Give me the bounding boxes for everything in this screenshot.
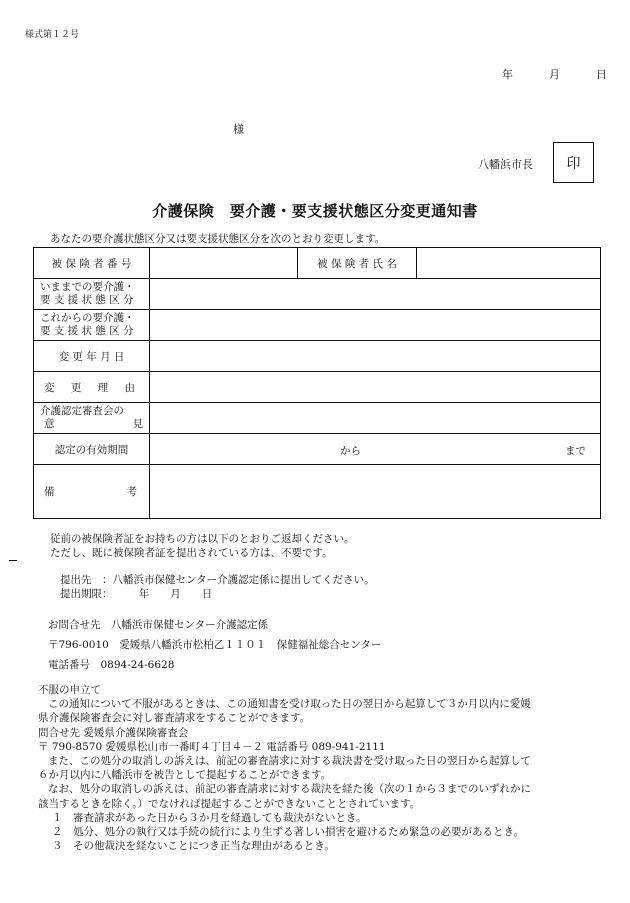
committee-opinion-char-1: 意	[44, 418, 55, 430]
change-date-value	[150, 341, 601, 372]
submit-destination: 提出先 ：八幡浜市保健センター介護認定係に提出してください。	[60, 574, 375, 586]
notice-table	[33, 247, 601, 519]
reason-char-4: 由	[124, 381, 135, 394]
remarks-label	[34, 465, 150, 519]
inquiry-address: 〒796-0010 愛媛県八幡浜市松柏乙１１０１ 保健福祉総合センター	[48, 639, 382, 651]
committee-opinion-value	[150, 403, 601, 434]
table-row-remarks	[34, 465, 601, 519]
appeal-paragraph2-line1: また、この処分の取消しの訴えは、前記の審査請求に対する裁決書を受け取った日の翌日から起算して	[48, 755, 531, 768]
date-day-label: 日	[596, 68, 607, 81]
committee-opinion-char-2: 見	[132, 418, 143, 430]
reason-char-2: 更	[70, 381, 82, 394]
remarks-char-2: 考	[126, 486, 137, 498]
table-row-previous-status	[34, 279, 601, 310]
margin-mark	[9, 560, 17, 561]
previous-status-line1: いままでの要介護・	[40, 281, 135, 293]
insured-name-value	[417, 248, 601, 279]
appeal-paragraph3-line2: 該当するときを除く。）でなければ提起することができないこととされています。	[38, 797, 421, 810]
committee-opinion-line1: 介護認定審査会の	[40, 405, 124, 417]
validity-period-label: 認定の有効期間	[34, 434, 150, 465]
insured-name-label: 被 保 険 者 氏 名	[298, 248, 417, 279]
appeal-paragraph2-line2: ６か月以内に八幡浜市を被告として提起することができます。	[38, 769, 332, 782]
appeal-contact-label: 問合せ先 愛媛県介護保険審査会	[38, 726, 189, 739]
reason-value	[150, 372, 601, 403]
reason-char-3: 理	[97, 381, 109, 394]
return-note-line2: ただし、既に被保険者証を提出されている方は、不要です。	[50, 547, 333, 559]
previous-status-line2: 要 支 援 状 態 区 分	[40, 294, 134, 306]
form-number: 様式第１２号	[25, 30, 80, 40]
new-status-line1: これからの要介護・	[40, 312, 135, 324]
new-status-line2: 要 支 援 状 態 区 分	[40, 325, 134, 337]
appeal-paragraph1-line1: この通知について不服があるときは、この通知書を受け取った日の翌日から起算して３か月以内に愛媛	[48, 698, 531, 711]
addressee-suffix: 様	[233, 123, 244, 136]
document-title: 介護保険 要介護・要支援状態区分変更通知書	[152, 202, 478, 220]
intro-text: あなたの要介護状態区分又は要支援状態区分を次のとおり変更します。	[50, 233, 386, 245]
return-note-line1: 従前の被保険者証をお持ちの方は以下のとおりご返却ください。	[50, 533, 355, 545]
validity-period-value	[150, 434, 601, 465]
appeal-item3: ３ その他裁決を経ないことにつき正当な理由があるとき。	[52, 840, 335, 853]
date-year-label: 年	[502, 68, 513, 81]
reason-label	[34, 372, 150, 403]
table-row-insured	[34, 248, 601, 279]
appeal-paragraph1-line2: 県介護保険審査会に対し審査請求をすることができます。	[38, 712, 311, 725]
table-row-validity	[34, 434, 601, 465]
appeal-paragraph3-line1: なお、処分の取消しの訴えは、前記の審査請求に対する裁決を経た後（次の１から３までのいずれかに	[48, 783, 531, 796]
submit-deadline: 提出期限： 年 月 日	[60, 588, 213, 600]
appeal-address: 〒 790-8570 愛媛県松山市一番町４丁目４－２ 電話番号 089-941-2111	[38, 740, 386, 753]
seal-box	[553, 142, 594, 183]
table-row-reason	[34, 372, 601, 403]
change-date-label: 変 更 年 月 日	[34, 341, 150, 372]
seal-label: 印	[566, 155, 581, 172]
table-row-committee-opinion	[34, 403, 601, 434]
validity-until-label: まで	[565, 445, 586, 457]
date-month-label: 月	[549, 68, 560, 81]
inquiry-phone: 電話番号 0894-24-6628	[48, 659, 175, 671]
remarks-value	[150, 465, 601, 519]
remarks-char-1: 備	[44, 486, 55, 498]
reason-char-1: 変	[44, 381, 55, 394]
appeal-heading: 不服の申立て	[38, 684, 101, 696]
previous-status-value	[150, 279, 601, 310]
table-row-new-status	[34, 310, 601, 341]
new-status-label	[34, 310, 150, 341]
issuer-name: 八幡浜市長	[478, 158, 533, 171]
appeal-section	[38, 683, 613, 853]
appeal-item2: ２ 処分、処分の執行又は手続の続行により生ずる著しい損害を避けるため緊急の必要があるとき。	[52, 826, 525, 839]
insured-number-value	[150, 248, 298, 279]
appeal-item1: １ 審査請求があった日から３か月を経過しても裁決がないとき。	[52, 811, 367, 824]
inquiry-contact: お問合せ先 八幡浜市保健センター介護認定係	[48, 619, 269, 631]
previous-status-label	[34, 279, 150, 310]
new-status-value	[150, 310, 601, 341]
validity-from-label: から	[340, 445, 361, 457]
committee-opinion-label	[34, 403, 150, 434]
insured-number-label: 被 保 険 者 番 号	[34, 248, 150, 279]
table-row-change-date	[34, 341, 601, 372]
